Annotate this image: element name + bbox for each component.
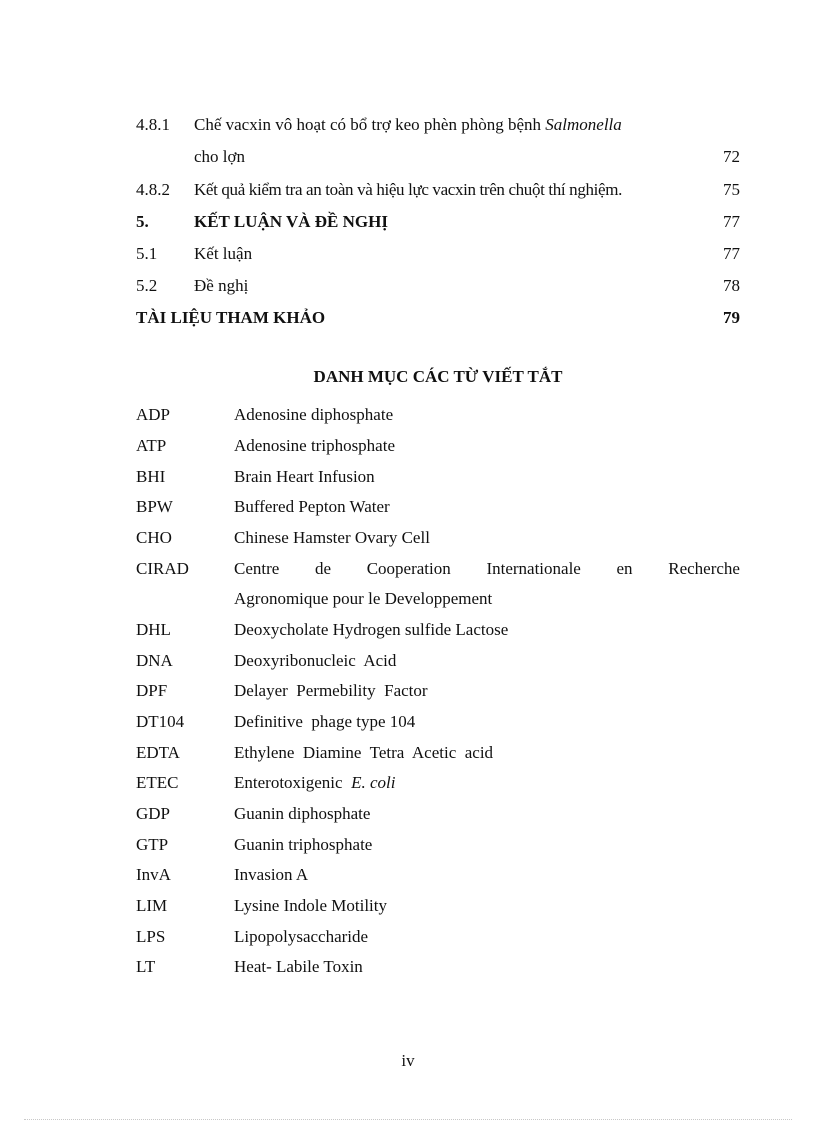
abbreviation-key: CIRAD: [136, 559, 189, 578]
abbreviation-meaning: Deoxyribonucleic Acid: [234, 651, 397, 670]
abbreviation-key: DHL: [136, 620, 171, 639]
abbreviation-key: EDTA: [136, 743, 180, 762]
toc-page-number: 77: [723, 212, 740, 231]
abbreviation-meaning: Deoxycholate Hydrogen sulfide Lactose: [234, 620, 509, 639]
abbreviation-row: [136, 649, 740, 673]
abbreviation-row: [136, 403, 740, 427]
toc-title: Kết luận: [194, 244, 253, 263]
abbreviation-row: [136, 434, 740, 458]
abbreviations-heading: DANH MỤC CÁC TỪ VIẾT TẮT: [313, 367, 563, 386]
abbreviation-key: DNA: [136, 651, 173, 670]
toc-entry-5-1: [136, 242, 740, 266]
toc-page-number: 75: [723, 180, 740, 199]
abbreviation-word: de: [315, 559, 332, 578]
toc-number: 5.2: [136, 276, 158, 295]
abbreviation-key: ETEC: [136, 773, 179, 792]
abbreviation-meaning: Buffered Pepton Water: [234, 497, 390, 516]
toc-title: Đề nghị: [194, 276, 249, 295]
abbreviation-row: [136, 741, 740, 765]
abbreviation-key: DPF: [136, 681, 168, 700]
abbreviation-meaning-italic: E. coli: [351, 773, 396, 792]
abbreviation-key: BPW: [136, 497, 173, 516]
abbreviation-row: [136, 557, 740, 581]
abbreviation-key: ADP: [136, 405, 171, 424]
abbreviation-word: Centre: [234, 559, 280, 578]
abbreviation-row: [136, 771, 740, 795]
abbreviation-meaning-text: Enterotoxigenic: [234, 773, 352, 792]
toc-title-text: Chế vacxin vô hoạt có bổ trợ keo phèn phòng bệnh: [194, 115, 546, 134]
abbreviation-row: [136, 465, 740, 489]
abbreviation-row: [136, 526, 740, 550]
abbreviation-meaning: Ethylene Diamine Tetra Acetic acid: [234, 743, 494, 762]
toc-title: TÀI LIỆU THAM KHẢO: [136, 308, 326, 327]
abbreviation-key: BHI: [136, 467, 166, 486]
toc-title: [194, 113, 622, 137]
toc-number: 4.8.2: [136, 180, 170, 199]
toc-page-number: 72: [723, 147, 740, 166]
toc-page-number: 78: [723, 276, 740, 295]
abbreviation-meaning: Delayer Permebility Factor: [234, 681, 428, 700]
abbreviation-word: en: [616, 559, 633, 578]
abbreviation-row: [136, 495, 740, 519]
abbreviation-word: Recherche: [668, 559, 740, 578]
abbreviation-word: Internationale: [486, 559, 581, 578]
abbreviation-meaning: Chinese Hamster Ovary Cell: [234, 528, 430, 547]
toc-entry-5: [136, 210, 740, 234]
toc-number: 5.1: [136, 244, 158, 263]
abbreviation-word: Cooperation: [366, 559, 451, 578]
toc-page-number: 77: [723, 244, 740, 263]
abbreviation-key: LPS: [136, 927, 166, 946]
abbreviation-meaning: Brain Heart Infusion: [234, 467, 375, 486]
toc-entry-4-8-2: [136, 178, 740, 202]
abbreviation-meaning: Guanin triphosphate: [234, 835, 373, 854]
abbreviation-row: [136, 955, 740, 979]
abbreviation-key: DT104: [136, 712, 185, 731]
toc-title-continued: cho lợn: [194, 147, 246, 166]
abbreviation-row: [136, 679, 740, 703]
abbreviation-meaning: Adenosine triphosphate: [234, 436, 395, 455]
abbreviation-key: LIM: [136, 896, 168, 915]
abbreviation-row: [136, 833, 740, 857]
toc-entry-4-8-1-continued: [194, 145, 740, 169]
abbreviation-key: LT: [136, 957, 156, 976]
page-number: iv: [401, 1051, 415, 1070]
abbreviation-meaning: Definitive phage type 104: [234, 712, 416, 731]
abbreviation-meaning: Adenosine diphosphate: [234, 405, 394, 424]
toc-title: Kết quả kiểm tra an toàn và hiệu lực vacxin trên chuột thí nghiệm.: [194, 180, 622, 199]
abbreviation-key: GDP: [136, 804, 171, 823]
abbreviation-meaning-continued: Agronomique pour le Developpement: [234, 589, 493, 608]
abbreviation-row: [136, 863, 740, 887]
toc-page-number: 79: [723, 308, 740, 327]
toc-number: 4.8.1: [136, 115, 170, 134]
abbreviation-meaning: [234, 771, 395, 795]
abbreviation-meaning: Heat- Labile Toxin: [234, 957, 363, 976]
abbreviation-meaning: Lysine Indole Motility: [234, 896, 387, 915]
abbreviation-row: [136, 894, 740, 918]
toc-title-italic: Salmonella: [545, 115, 622, 134]
abbreviation-key: InvA: [136, 865, 171, 884]
abbreviation-row: [136, 925, 740, 949]
abbreviation-key: CHO: [136, 528, 172, 547]
toc-title: KẾT LUẬN VÀ ĐỀ NGHỊ: [194, 212, 388, 231]
abbreviation-row: [136, 802, 740, 826]
toc-entry-references: [136, 306, 740, 330]
abbreviation-row: [136, 710, 740, 734]
abbreviation-meaning: Guanin diphosphate: [234, 804, 371, 823]
page-bottom-divider: [24, 1119, 792, 1120]
toc-number: 5.: [136, 212, 149, 231]
abbreviation-meaning: [234, 557, 740, 581]
abbreviation-row: [136, 618, 740, 642]
abbreviation-meaning: Invasion A: [234, 865, 309, 884]
abbreviation-key: GTP: [136, 835, 169, 854]
abbreviation-key: ATP: [136, 436, 167, 455]
toc-entry-4-8-1: [136, 113, 740, 137]
abbreviation-meaning: Lipopolysaccharide: [234, 927, 369, 946]
toc-entry-5-2: [136, 274, 740, 298]
